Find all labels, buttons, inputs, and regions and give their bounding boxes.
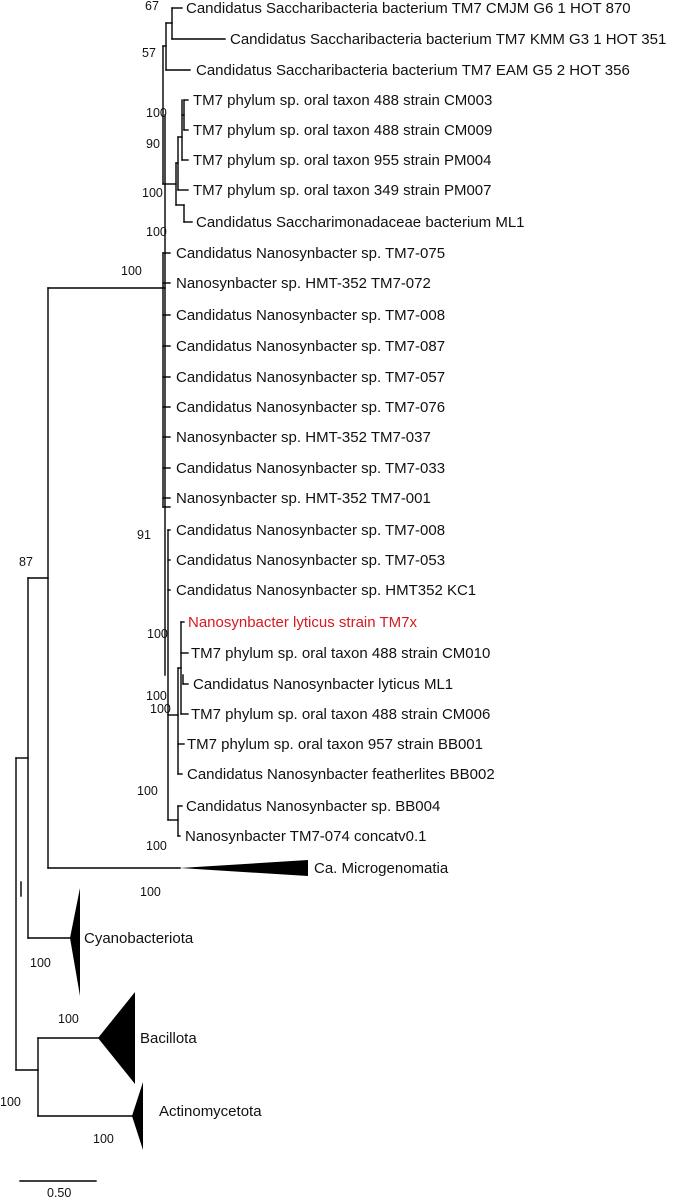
taxon-label: Candidatus Nanosynbacter sp. TM7-008 [176, 522, 446, 539]
support-value: 100 [146, 839, 167, 853]
taxon-label: Nanosynbacter TM7-074 concatv0.1 [185, 828, 427, 845]
clade-cyanobacteriota-triangle [70, 888, 80, 996]
clade-label-cyanobacteriota: Cyanobacteriota [84, 930, 194, 947]
taxon-label: TM7 phylum sp. oral taxon 955 strain PM004 [193, 152, 492, 169]
support-value: 100 [93, 1132, 114, 1146]
taxon-label: Candidatus Saccharibacteria bacterium TM7 CMJM G6 1 HOT 870 [186, 0, 631, 17]
support-value: 57 [142, 46, 156, 60]
support-value: 100 [0, 1095, 21, 1109]
taxon-label: Candidatus Nanosynbacter sp. HMT352 KC1 [176, 582, 477, 599]
taxon-label: Candidatus Nanosynbacter sp. TM7-076 [176, 399, 446, 416]
taxon-label: TM7 phylum sp. oral taxon 349 strain PM007 [193, 182, 492, 199]
taxon-labels [84, 0, 666, 1120]
scale-bar [20, 1181, 96, 1200]
support-value: 100 [140, 885, 161, 899]
clade-actinomycetota-triangle [132, 1082, 143, 1150]
clade-label-bacillota: Bacillota [140, 1030, 197, 1047]
taxon-label: TM7 phylum sp. oral taxon 488 strain CM006 [191, 706, 491, 723]
clade-label-microgenomatia: Ca. Microgenomatia [314, 860, 449, 877]
support-values [0, 0, 171, 1146]
clade-bacillota-triangle [98, 992, 135, 1084]
taxon-label: Candidatus Nanosynbacter sp. TM7-075 [176, 245, 446, 262]
taxon-label: Nanosynbacter sp. HMT-352 TM7-037 [176, 429, 431, 446]
taxon-label: TM7 phylum sp. oral taxon 488 strain CM010 [191, 645, 491, 662]
support-value: 67 [145, 0, 159, 13]
support-value: 90 [146, 137, 160, 151]
taxon-label: TM7 phylum sp. oral taxon 488 strain CM003 [193, 92, 493, 109]
taxon-label: Candidatus Nanosynbacter featherlites BB002 [187, 766, 495, 783]
support-value: 100 [137, 784, 158, 798]
taxon-label: Candidatus Nanosynbacter lyticus ML1 [193, 676, 454, 693]
support-value: 100 [30, 956, 51, 970]
taxon-label: Candidatus Nanosynbacter sp. TM7-057 [176, 369, 446, 386]
support-value: 100 [147, 627, 168, 641]
support-value: 100 [58, 1012, 79, 1026]
support-value: 91 [137, 528, 151, 542]
support-value: 100 [146, 689, 167, 703]
taxon-label: Candidatus Nanosynbacter sp. TM7-053 [176, 552, 446, 569]
taxon-label: Candidatus Saccharibacteria bacterium TM7 EAM G5 2 HOT 356 [196, 62, 630, 79]
taxon-label: TM7 phylum sp. oral taxon 488 strain CM009 [193, 122, 493, 139]
support-value: 100 [150, 702, 171, 716]
taxon-label: TM7 phylum sp. oral taxon 957 strain BB001 [187, 736, 483, 753]
taxon-label: Candidatus Saccharibacteria bacterium TM7 KMM G3 1 HOT 351 [230, 31, 667, 48]
taxon-label: Candidatus Nanosynbacter sp. TM7-087 [176, 338, 446, 355]
support-value: 100 [142, 186, 163, 200]
taxon-label: Candidatus Saccharimonadaceae bacterium ML1 [196, 214, 525, 231]
taxon-label: Nanosynbacter sp. HMT-352 TM7-001 [176, 490, 431, 507]
scale-bar-label: 0.50 [47, 1186, 72, 1200]
clade-microgenomatia-triangle [180, 860, 308, 876]
taxon-label: Candidatus Nanosynbacter sp. BB004 [186, 798, 441, 815]
support-value: 100 [146, 225, 167, 239]
support-value: 87 [19, 555, 33, 569]
clade-label-actinomycetota: Actinomycetota [159, 1103, 262, 1120]
highlighted-taxon-label: Nanosynbacter lyticus strain TM7x [188, 614, 417, 631]
support-value: 100 [146, 106, 167, 120]
taxon-label: Candidatus Nanosynbacter sp. TM7-008 [176, 307, 446, 324]
taxon-label: Nanosynbacter sp. HMT-352 TM7-072 [176, 275, 431, 292]
taxon-label: Candidatus Nanosynbacter sp. TM7-033 [176, 460, 446, 477]
support-value: 100 [121, 264, 142, 278]
